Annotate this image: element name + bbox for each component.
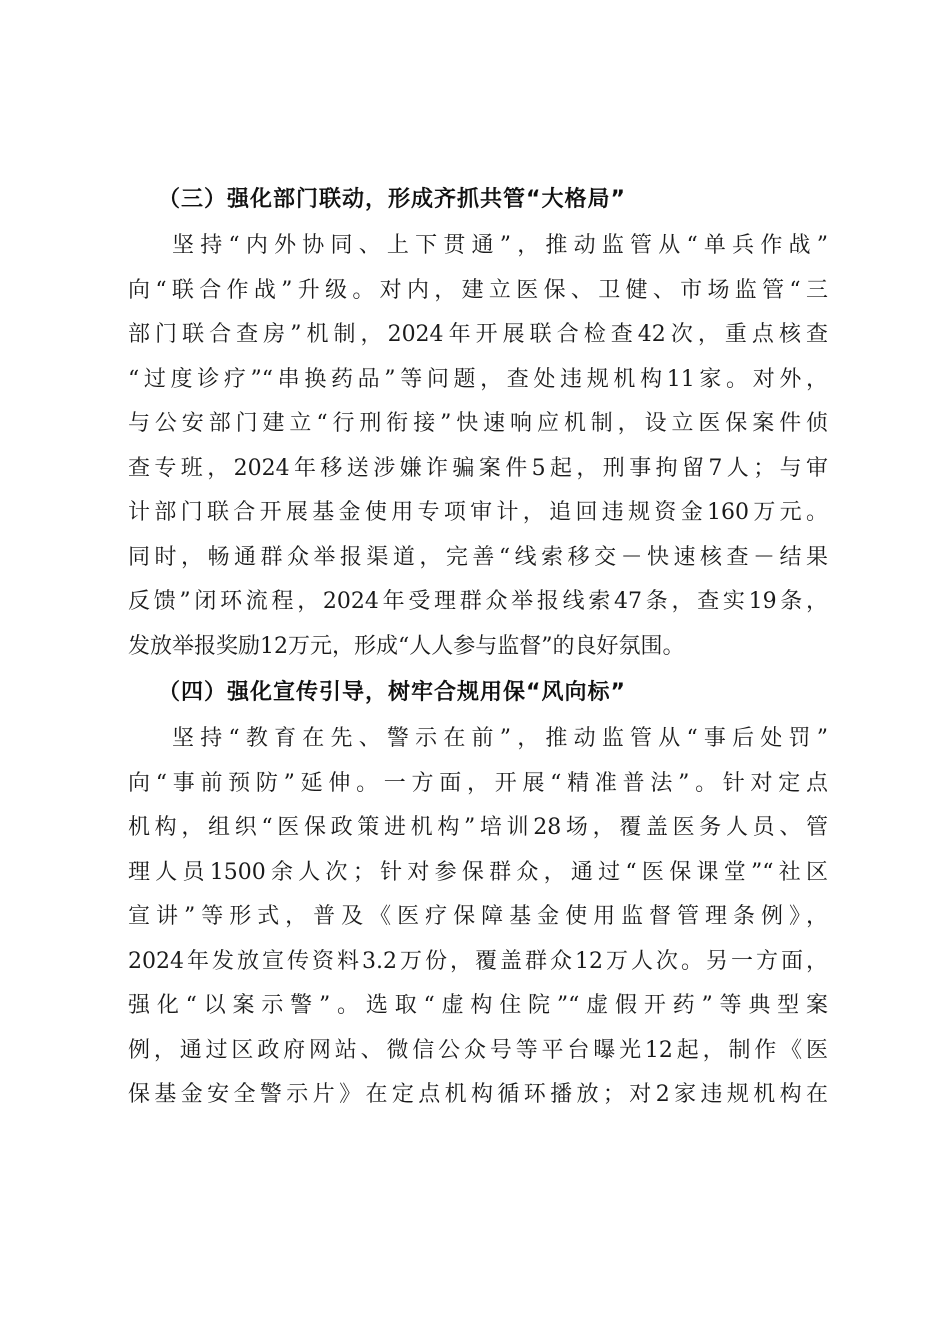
section-paragraph-4 — [128, 717, 828, 1118]
paragraph-line: 查专班，2024年移送涉嫌诈骗案件5起，刑事拘留7人；与审 — [128, 455, 828, 481]
paragraph-line: 机构，组织“医保政策进机构”培训28场，覆盖医务人员、管 — [128, 815, 828, 840]
paragraph-line: 保基金安全警示片》在定点机构循环播放；对2家违规机构在 — [128, 1082, 828, 1107]
paragraph-line: 计部门联合开展基金使用专项审计，追回违规资金160万元。 — [128, 500, 828, 525]
paragraph-line: 理人员1500余人次；针对参保群众，通过“医保课堂”“社区 — [128, 859, 828, 885]
section-paragraph-3 — [128, 224, 828, 669]
paragraph-line: 2024年发放宣传资料3.2万份，覆盖群众12万人次。另一方面， — [128, 948, 828, 974]
paragraph-line: 坚持“内外协同、上下贯通”，推动监管从“单兵作战” — [172, 233, 828, 258]
paragraph-line: 发放举报奖励12万元，形成“人人参与监督”的良好氛围。 — [128, 633, 685, 659]
paragraph-line: 宣讲”等形式，普及《医疗保障基金使用监督管理条例》， — [128, 904, 828, 929]
paragraph-line: 反馈”闭环流程，2024年受理群众举报线索47条，查实19条， — [128, 589, 828, 614]
paragraph-line: 例，通过区政府网站、微信公众号等平台曝光12起，制作《医 — [128, 1037, 828, 1063]
paragraph-line: 坚持“教育在先、警示在前”，推动监管从“事后处罚” — [172, 726, 828, 751]
paragraph-line: 与公安部门建立“行刑衔接”快速响应机制，设立医保案件侦 — [128, 411, 828, 436]
paragraph-line: “过度诊疗”“串换药品”等问题，查处违规机构11家。对外， — [128, 366, 828, 392]
document-body — [128, 178, 828, 1118]
paragraph-line: 强化“以案示警”。选取“虚构住院”“虚假开药”等典型案 — [128, 993, 828, 1018]
paragraph-line: 同时，畅通群众举报渠道，完善“线索移交－快速核查－结果 — [128, 544, 828, 570]
paragraph-line: 向“联合作战”升级。对内，建立医保、卫健、市场监管“三 — [128, 277, 828, 303]
paragraph-line: 向“事前预防”延伸。一方面，开展“精准普法”。针对定点 — [128, 770, 828, 796]
section-heading-3: （三）强化部门联动，形成齐抓共管“大格局” — [158, 187, 626, 212]
section-heading-4: （四）强化宣传引导，树牢合规用保“风向标” — [158, 680, 626, 705]
paragraph-line: 部门联合查房”机制，2024年开展联合检查42次，重点核查 — [128, 322, 828, 347]
